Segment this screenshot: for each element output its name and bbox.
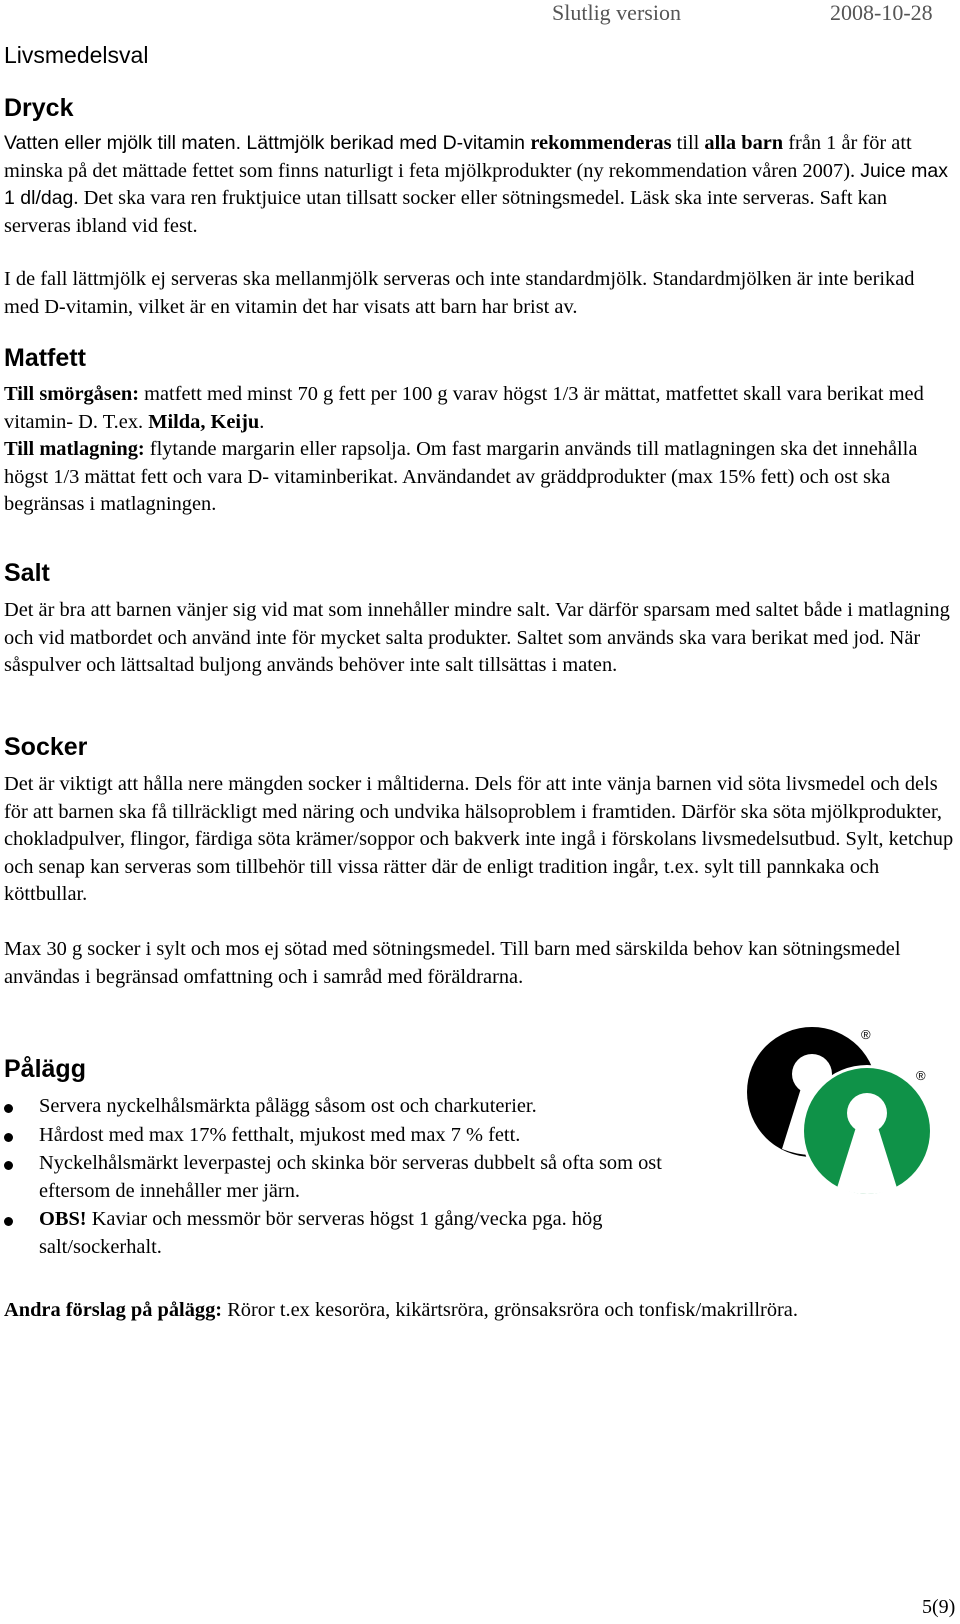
green-keyhole-icon <box>801 1065 933 1197</box>
palagg-item-text: Hårdost med max 17% fetthalt, mjukost med max 7 % fett. <box>39 1123 521 1146</box>
andra-forslag-text: Röror t.ex kesoröra, kikärtsröra, grönsaksröra och tonfisk/makrillröra. <box>222 1299 798 1321</box>
andra-forslag-label: Andra förslag på pålägg: <box>4 1299 223 1321</box>
dryck-text-a: Vatten eller mjölk till maten. Lättmjölk berikad med D-vitamin <box>4 132 531 154</box>
dryck-paragraph-2: I de fall lättmjölk ej serveras ska mellanmjölk serveras och inte standardmjölk. Standardmjölken är inte berikad med D-vitamin, vilket är en vitamin det har visats att barn har brist av. <box>4 268 915 318</box>
palagg-item-text: Nyckelhålsmärkt leverpastej och skinka bör serveras dubbelt så ofta som ost eftersom de innehåller mer järn. <box>39 1152 662 1202</box>
matfett-matlagning-label: Till matlagning: <box>4 438 145 460</box>
socker-paragraph-2: Max 30 g socker i sylt och mos ej sötad med sötningsmedel. Till barn med särskilda behov kan sötningsmedel användas i begränsad omfattning och i samråd med föräldrarna. <box>4 938 901 988</box>
matfett-brands: Milda, Keiju <box>148 410 260 433</box>
dryck-emphasis-all-children: alla barn <box>704 132 784 154</box>
palagg-obs-label: OBS! <box>39 1208 87 1231</box>
list-item <box>0 1093 720 1121</box>
dryck-text-c: till <box>671 132 705 154</box>
bullet-icon <box>4 1104 13 1113</box>
matfett-matlagning-text: flytande margarin eller rapsolja. Om fast margarin används till matlagningen ska det innehålla högst 1/3 mättat fett och vara D- vitaminberikat. Användandet av gräddprodukter (max 15% fett) och ost ska begränsas i matlagningen. <box>4 438 918 516</box>
dryck-text-d: från 1 år för att minska på det mättade fettet som finns naturligt i feta mjölkprodukter (ny rekommendation våren 2007). <box>4 132 912 182</box>
palagg-item-text: Kaviar och messmör bör serveras högst 1 gång/vecka pga. hög salt/sockerhalt. <box>39 1208 603 1258</box>
socker-paragraph-1: Det är viktigt att hålla nere mängden socker i måltiderna. Dels för att inte vänja barnen vid söta livsmedel och dels för att barnen ska få tillräckligt med näring och undvika hälsoproblem i framtiden. Därför ska söta mjölkprodukter, chokladpulver, flingor, färdiga söta krämer/soppor och bakverk inte ingå i förskolans livsmedelsutbud. Sylt, ketchup och senap kan serveras som tillbehör till vissa rätter där de enligt tradition ingår, t.ex. sylt till pannkaka och köttbullar. <box>4 773 954 906</box>
header-status: Slutlig version <box>552 0 681 25</box>
salt-paragraph: Det är bra att barnen vänjer sig vid mat som innehåller mindre salt. Var därför sparsam med saltet både i matlagning och vid matbordet och använd inte för mycket salta produkter. Saltet som används ska vara berikat med jod. När såspulver och lättsaltad buljong används behöver inte salt tillsättas i maten. <box>4 599 950 677</box>
keyhole-logo-icon <box>744 1025 938 1200</box>
heading-salt: Salt <box>4 559 50 587</box>
dryck-juice-limit: Juice max 1 dl/dag <box>4 159 948 210</box>
matfett-smorgas-text: matfett med minst 70 g fett per 100 g varav högst 1/3 är mättat, matfettet skall vara berikat med vitamin- D. T.ex. <box>4 383 924 433</box>
registered-mark: ® <box>916 1068 926 1083</box>
page-number: 5(9) <box>922 1596 956 1618</box>
heading-palagg: Pålägg <box>4 1055 86 1083</box>
header-date: 2008-10-28 <box>830 0 933 25</box>
heading-matfett: Matfett <box>4 344 86 372</box>
matfett-smorgas-label: Till smörgåsen: <box>4 383 139 405</box>
heading-dryck: Dryck <box>4 94 74 122</box>
matfett-matlagning <box>4 436 954 519</box>
palagg-item-text: Servera nyckelhålsmärkta pålägg såsom ost och charkuterier. <box>39 1095 537 1117</box>
list-item <box>0 1122 720 1150</box>
bullet-icon <box>4 1161 13 1170</box>
matfett-smorgas-end: . <box>259 410 265 433</box>
dryck-paragraph-1 <box>4 130 954 240</box>
palagg-list <box>0 1093 720 1263</box>
palagg-andra-forslag <box>4 1297 954 1325</box>
list-item <box>0 1206 720 1261</box>
dryck-emphasis-recommended: rekommenderas <box>530 132 672 154</box>
heading-socker: Socker <box>4 733 88 761</box>
document-title: Livsmedelsval <box>4 42 149 68</box>
matfett-smorgas <box>4 381 954 436</box>
bullet-icon <box>4 1133 13 1142</box>
registered-mark: ® <box>861 1027 871 1042</box>
list-item <box>0 1150 720 1205</box>
dryck-text-f: . Det ska vara ren fruktjuice utan tillsatt socker eller sötningsmedel. Läsk ska inte serveras. Saft kan serveras ibland vid fest. <box>4 187 888 237</box>
bullet-icon <box>4 1217 13 1226</box>
